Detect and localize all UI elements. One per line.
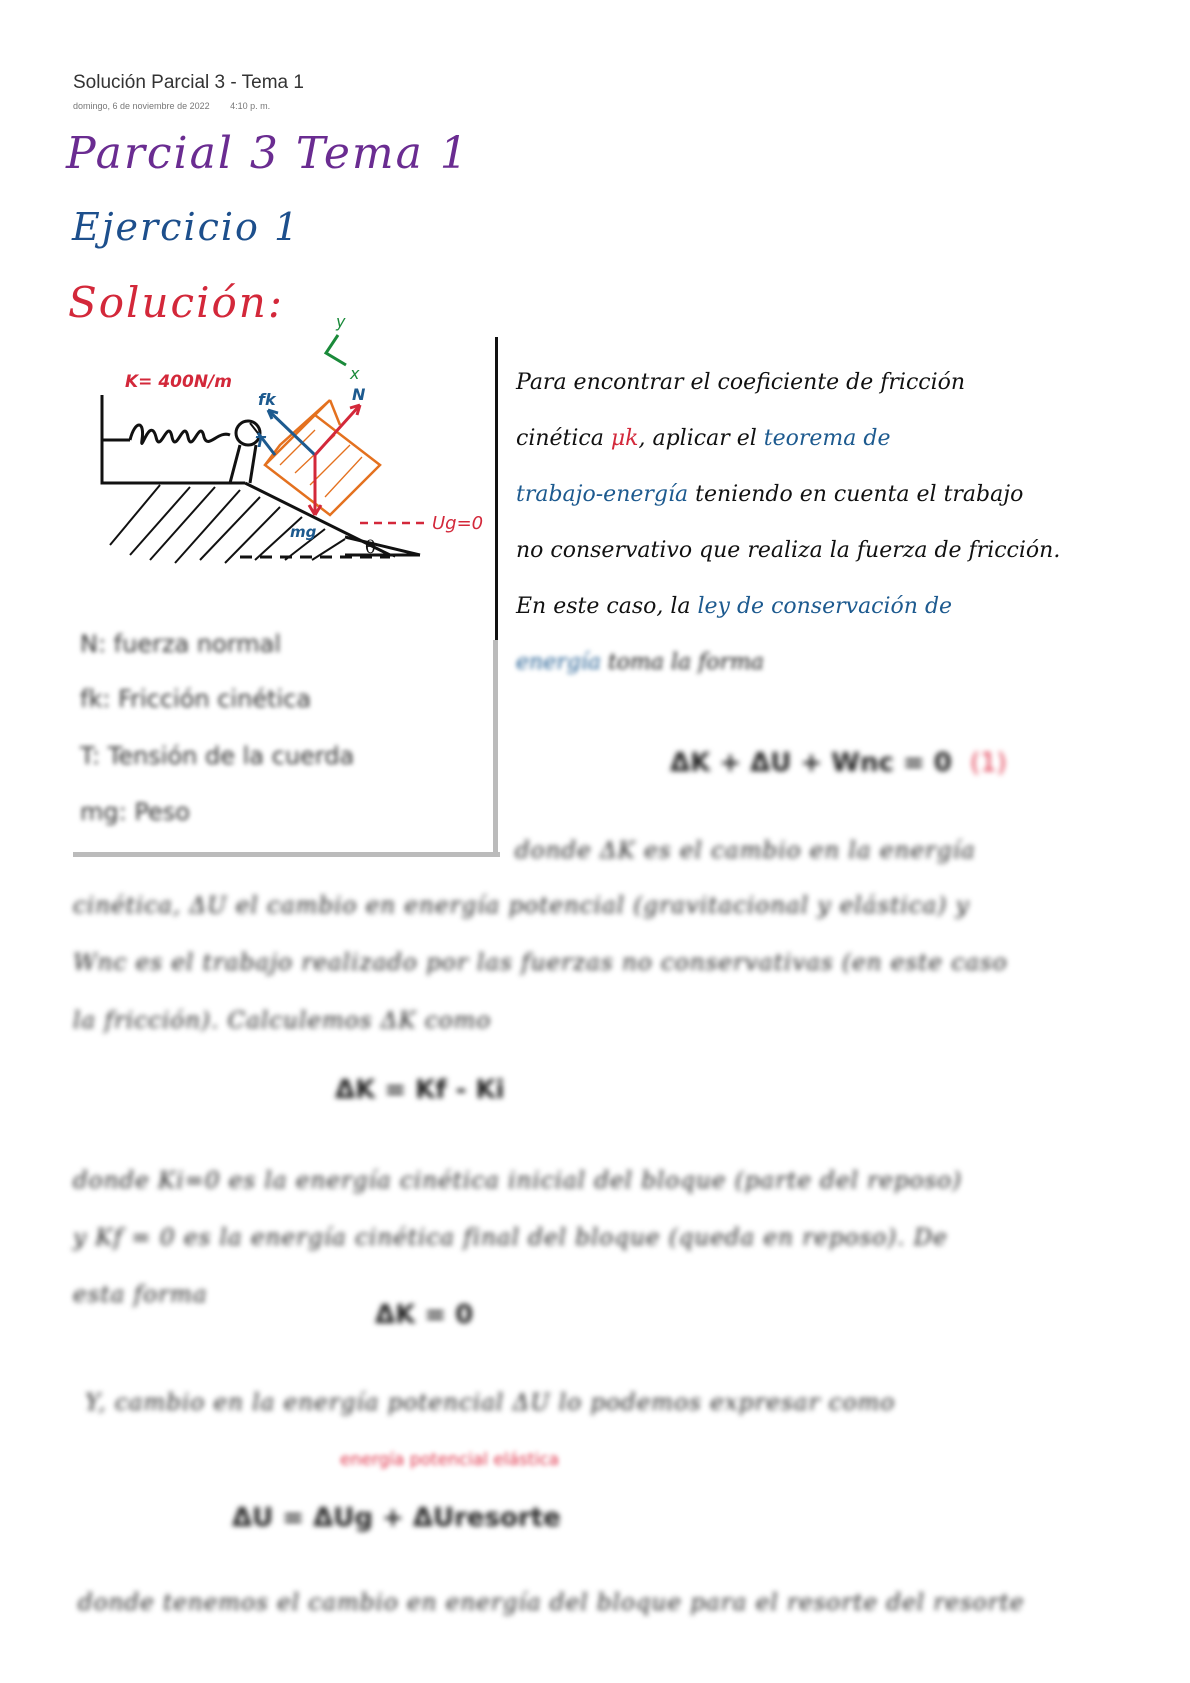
body-line: cinética, ΔU el cambio en energía potencial (gravitacional y elástica) y (73, 893, 970, 919)
date-text: domingo, 6 de noviembre de 2022 (73, 101, 210, 111)
body-line: donde Ki=0 es la energía cinética inicial del bloque (parte del reposo) (73, 1168, 963, 1194)
page-title: Solución Parcial 3 - Tema 1 (73, 72, 304, 93)
axis-x-label: x (350, 364, 360, 383)
normal-label: N (352, 385, 366, 404)
panel-bottom-border (73, 852, 500, 857)
theorem-highlight: teorema de (763, 426, 891, 451)
legend-item: T: Tensión de la cuerda (80, 742, 355, 770)
paragraph-text (516, 355, 1176, 691)
spring-icon (130, 425, 230, 443)
body-line: Y, cambio en la energía potencial ΔU lo podemos expresar como (85, 1390, 896, 1416)
equation-4-note: energía potencial elástica (340, 1450, 560, 1470)
paragraph-line: cinética μk, aplicar el teorema de (516, 426, 891, 451)
time-text: 4:10 p. m. (230, 101, 271, 111)
spring-constant-label: K= 400N/m (125, 372, 232, 392)
equation-3: ΔK = 0 (375, 1300, 474, 1330)
friction-arrow-icon (268, 410, 315, 455)
angle-label: θ (365, 537, 376, 558)
equation-2: ΔK = Kf - Ki (335, 1075, 505, 1105)
page-date (73, 101, 288, 111)
body-line: y Kf = 0 es la energía cinética final del bloque (queda en reposo). De (73, 1225, 948, 1251)
paragraph-line: no conservativo que realiza la fuerza de fricción. (516, 538, 1061, 563)
tension-label: T (255, 433, 266, 451)
heading-exercise: Ejercicio 1 (72, 205, 301, 249)
friction-label: fk (258, 390, 276, 409)
equation-4: ΔU = ΔUg + ΔUresorte (232, 1503, 561, 1533)
heading-solution: Solución: (68, 278, 284, 327)
paragraph-line: En este caso, la ley de conservación de (516, 594, 953, 619)
axis-y-label: y (336, 312, 346, 331)
body-line: Wnc es el trabajo realizado por las fuerzas no conservativas (en este caso (73, 950, 1008, 976)
incline-diagram (90, 305, 500, 605)
paragraph-line: energía toma la forma (516, 650, 765, 675)
paragraph-line: Para encontrar el coeficiente de fricción (516, 370, 966, 395)
legend-item: fk: Fricción cinética (80, 685, 312, 713)
work-energy-highlight: trabajo-energía (516, 482, 689, 507)
panel-right-border (493, 640, 498, 857)
heading-title: Parcial 3 Tema 1 (66, 128, 470, 179)
block-icon (265, 400, 380, 515)
body-line: donde ΔK es el cambio en la energía (515, 838, 976, 864)
legend-item: N: fuerza normal (80, 630, 281, 658)
normal-arrow-icon (315, 405, 360, 455)
potential-zero-label: Ug=0 (432, 513, 484, 534)
body-line: donde tenemos el cambio en energía del bloque para el resorte del resorte (78, 1590, 1025, 1616)
legend-item: mg: Peso (80, 798, 190, 826)
body-line: esta forma (73, 1282, 208, 1308)
mu-k-symbol: μk (610, 426, 639, 451)
axes-icon (326, 312, 360, 383)
body-line: la fricción). Calculemos ΔK como (73, 1008, 492, 1034)
weight-label: mg (290, 523, 317, 541)
equation-1: ΔK + ΔU + Wnc = 0 (1) (670, 748, 1007, 778)
conservation-law-highlight: ley de conservación de (697, 594, 953, 619)
paragraph-line: trabajo-energía teniendo en cuenta el trabajo (516, 482, 1024, 507)
